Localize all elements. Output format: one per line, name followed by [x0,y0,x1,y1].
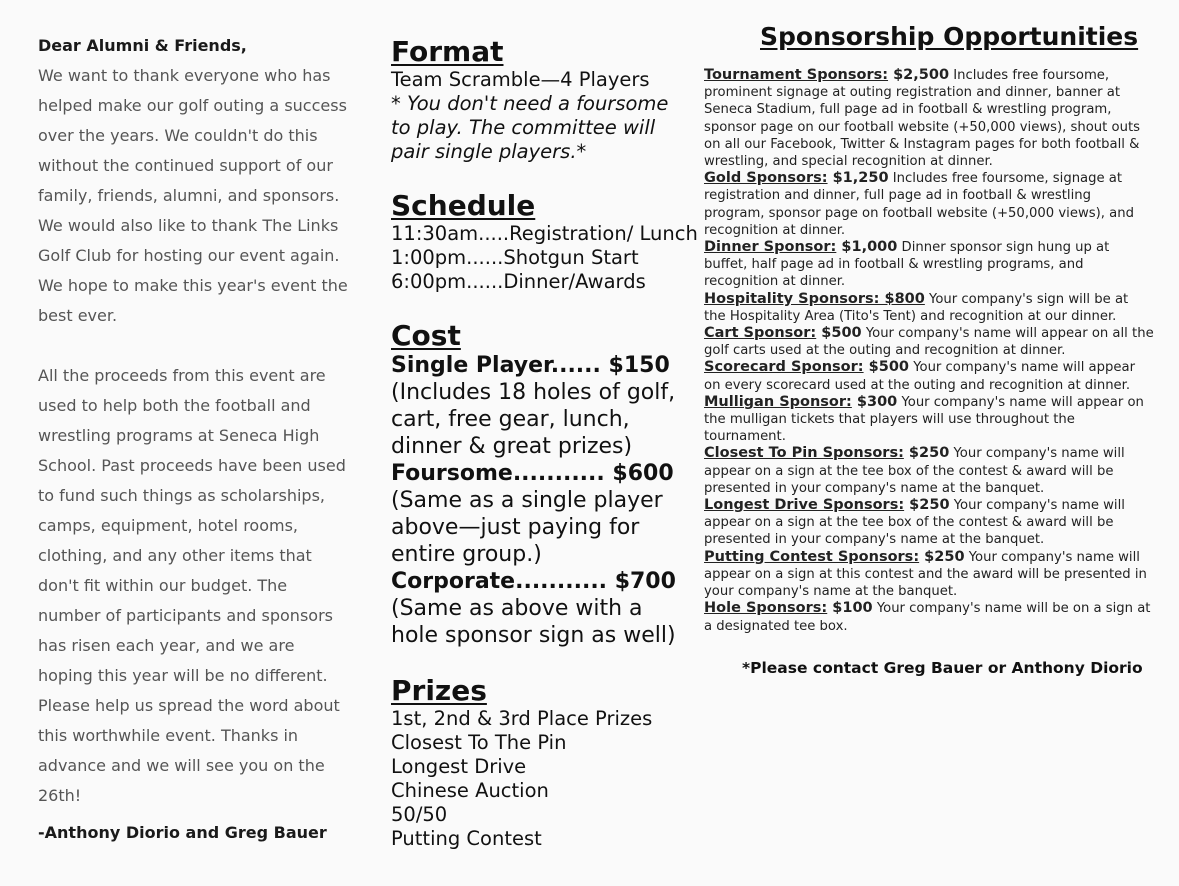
letter-greeting: Dear Alumni & Friends, [38,36,247,55]
contact-note: *Please contact Greg Bauer or Anthony Diorio [742,658,1143,677]
sponsor-name: Hospitality Sponsors: $800 [704,290,925,307]
sponsor-price: $250 [904,497,950,514]
sponsor-desc: Includes free foursome, signage at registration and dinner, full page ad in football & wrestling program, sponsor page on football website (+50,000 views), and recognition at dinner. [704,171,1134,238]
sponsor-item-cart [704,325,1154,359]
schedule-item: 6:00pm......Dinner/Awards [391,270,646,293]
schedule-item: 11:30am.....Registration/ Lunch [391,222,698,245]
prize-item: 1st, 2nd & 3rd Place Prizes [391,707,653,730]
sponsor-price: $2,500 [888,67,950,83]
sponsor-desc: Your company's name will appear on a sign at this contest and the award will be presented in your company's name at the banquet. [704,549,1147,600]
sponsor-price: $500 [863,359,909,376]
sponsor-name: Cart Sponsor: [704,325,817,342]
sponsor-desc: Your company's name will appear on a sign at the tee box of the contest & award will be presented in your company's name at the banquet. [704,498,1125,548]
sponsor-item-tournament [704,67,1154,170]
cost-single-desc: (Includes 18 holes of golf, cart, free gear, lunch, dinner & great prizes) [391,380,676,459]
schedule-item: 1:00pm......Shotgun Start [391,246,639,269]
sponsor-name: Hole Sponsors: [704,600,828,617]
sponsor-price: $1,250 [827,170,889,187]
prizes-heading: Prizes [391,674,487,707]
sponsor-item-mulligan [704,394,1154,446]
cost-single-label: Single Player...... $150 [391,353,670,378]
sponsor-desc: Your company's sign will be at the Hospitality Area (Tito's Tent) and recognition at our dinner. [704,291,1129,324]
sponsor-item-closest-to-pin [704,445,1154,497]
prize-item: Putting Contest [391,827,542,850]
sponsor-item-scorecard [704,359,1154,393]
cost-section [391,320,691,649]
prize-item: 50/50 [391,803,448,826]
sponsor-name: Dinner Sponsor: [704,239,837,256]
sponsor-desc: Your company's name will be on a sign at a designated tee box. [704,601,1151,634]
prize-item: Longest Drive [391,755,527,778]
sponsor-desc: Your company's name will appear on all the golf carts used at the outing and recognition at dinner. [704,326,1154,359]
prize-item: Chinese Auction [391,779,549,802]
sponsorship-heading: Sponsorship Opportunities [760,22,1139,51]
sponsor-name: Scorecard Sponsor: [704,359,864,376]
sponsor-name: Tournament Sponsors: [704,67,889,83]
sponsor-desc: Your company's name will appear on the mulligan tickets that players will use throughout the tournament. [704,394,1144,445]
sponsor-name: Gold Sponsors: [704,170,828,187]
sponsor-desc: Your company's name will appear on a sign at the tee box of the contest & award will be presented in your company's name at the banquet. [704,446,1125,496]
sponsor-item-gold [704,170,1154,239]
format-section [391,36,691,164]
sponsor-desc: Your company's name will appear on every scorecard used at the outing and recognition at dinner. [704,360,1136,393]
prize-item: Closest To The Pin [391,731,567,754]
cost-foursome-desc: (Same as a single player above—just paying for entire group.) [391,488,663,567]
letter-paragraph-1: We want to thank everyone who has helped make our golf outing a success over the years. We couldn't do this without the continued support of our family, friends, alumni, and sponsors. We would also like to thank The Links Golf Club for hosting our event again. We hope to make this year's event the best ever. [38,66,348,325]
prizes-section [391,675,691,851]
sponsor-desc: Dinner sponsor sign hung up at buffet, half page ad in football & wrestling programs, and recognition at dinner. [704,240,1110,290]
sponsor-item-putting-contest [704,549,1154,601]
sponsor-price: $250 [919,548,965,565]
sponsor-price: $1,000 [836,239,898,256]
format-note: * You don't need a foursome to play. The committee will pair single players.* [391,92,669,163]
format-line: Team Scramble—4 Players [391,68,650,91]
sponsor-price: $300 [851,393,898,410]
sponsor-name: Mulligan Sponsor: [704,393,852,410]
sponsor-item-hospitality [704,291,1154,325]
schedule-section [391,189,698,294]
schedule-heading: Schedule [391,189,536,222]
letter-paragraph-2: All the proceeds from this event are used to help both the football and wrestling programs at Seneca High School. Past proceeds have been used to fund such things as scholarships, camps, equipment, hotel rooms, clothing, and any other items that don't fit within our budget. The number of participants and sponsors has risen each year, and we are hoping this year will be no different. Please help us spread the word about this worthwhile event. Thanks in advance and we will see you on the 26th! [38,366,346,805]
cost-foursome-label: Foursome........... $600 [391,461,674,486]
cost-corporate-desc: (Same as above with a hole sponsor sign as well) [391,596,676,648]
sponsor-name: Putting Contest Sponsors: [704,548,920,565]
cost-heading: Cost [391,319,461,352]
cost-corporate-label: Corporate........... $700 [391,569,676,594]
sponsor-item-dinner [704,239,1154,291]
sponsor-item-hole [704,600,1154,634]
letter-column [38,36,353,858]
sponsor-price: $100 [827,600,873,617]
sponsor-price: $250 [903,445,950,462]
letter-signature: -Anthony Diorio and Greg Bauer [38,823,327,842]
sponsor-name: Closest To Pin Sponsors: [704,445,904,462]
sponsor-name: Longest Drive Sponsors: [704,497,905,514]
sponsor-desc: Includes free foursome, prominent signage at outing registration and dinner, banner at Seneca Stadium, full page ad in football & wrestling program, sponsor page on our football website (+50,000 views), shout outs on all our Facebook, Twitter & Instagram pages for both football & wrestling, and special recognition at dinner. [704,68,1140,170]
sponsor-item-longest-drive [704,497,1154,549]
format-heading: Format [391,35,504,68]
event-details-column [391,35,698,851]
sponsor-price: $500 [816,325,862,342]
sponsorship-column [704,22,1154,677]
